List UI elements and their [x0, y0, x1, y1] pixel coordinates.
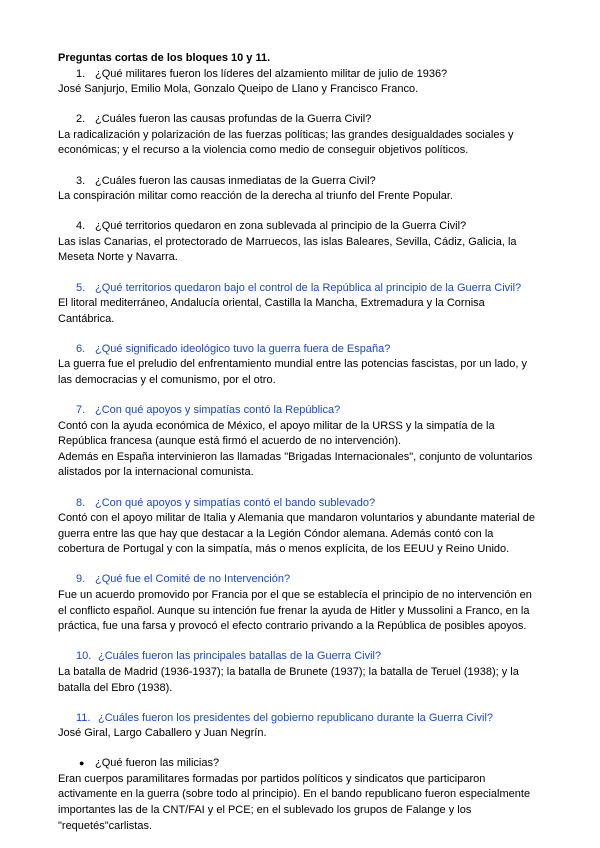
question-number: 10. — [76, 650, 92, 663]
question — [58, 403, 560, 419]
question-number: 4. — [76, 220, 86, 233]
answer-line: Cantábrica. — [58, 312, 115, 325]
question-list — [58, 67, 560, 742]
question-text: ¿Qué territorios quedaron en zona sublevada al principio de la Guerra Civil? — [95, 220, 467, 233]
answer-line: Las islas Canarias, el protectorado de Marruecos, las islas Baleares, Sevilla, Cádiz, Galicia, la — [58, 235, 517, 248]
bullet-question-text: ¿Qué fueron las milicias? — [95, 757, 220, 770]
bullet-answer — [58, 772, 560, 834]
bullet-marker: ● — [79, 758, 85, 769]
question-number: 5. — [76, 281, 86, 294]
question — [58, 711, 560, 727]
answer-line: las democracias y el comunismo, por el otro. — [58, 374, 276, 386]
question — [58, 67, 560, 83]
answer-line: "requetés"carlistas. — [58, 819, 153, 832]
question-text: ¿Cuáles fueron las principales batallas de la Guerra Civil? — [98, 650, 382, 663]
question-block — [58, 112, 560, 159]
question-number: 3. — [76, 174, 86, 187]
answer-line: La conspiración militar como reacción de la derecha al triunfo del Frente Popular. — [58, 190, 453, 203]
question-number: 11. — [76, 711, 91, 724]
question-block — [58, 403, 560, 481]
question — [58, 342, 560, 358]
question-number: 9. — [76, 573, 86, 586]
question-number: 8. — [76, 496, 86, 509]
question-number: 6. — [76, 342, 86, 355]
question — [58, 174, 560, 190]
question-text: ¿Con qué apoyos y simpatías contó la República? — [95, 404, 341, 417]
answer-line: guerra entre las que hay que destacar a la Legión Cóndor alemana. Además contó con la — [58, 527, 494, 540]
question-text: ¿Con qué apoyos y simpatías contó el bando sublevado? — [95, 496, 376, 509]
answer-line: Fue un acuerdo promovido por Francia por el que se establecía el principio de no intervención en — [58, 589, 532, 602]
answer-line: Contó con la ayuda económica de México, el apoyo militar de la URSS y la simpatía de la — [58, 419, 495, 432]
answer-line: Meseta Norte y Navarra. — [58, 251, 178, 264]
bullet-block — [58, 756, 560, 834]
answer-line: activamente en la guerra (sobre todo al principio). En el bando republicano fueron especialmente — [58, 788, 531, 801]
question-block — [58, 219, 560, 266]
answer-line: alistados por la internacional comunista. — [58, 466, 254, 479]
question — [58, 112, 560, 128]
answer-line: La batalla de Madrid (1936-1937); la batalla de Brunete (1937); la batalla de Teruel (1938); y la — [58, 665, 519, 678]
question-block — [58, 67, 560, 98]
question-number: 7. — [76, 404, 86, 417]
question-block — [58, 342, 560, 389]
answer-line: José Giral, Largo Caballero y Juan Negrín. — [58, 727, 267, 740]
question — [58, 572, 560, 588]
answer-line: cobertura de Portugal y con la simpatía, más o menos explícita, de los EEUU y Reino Unido. — [58, 543, 510, 556]
answer-line: importantes las de la CNT/FAI y el PCE; en el sublevado los grupos de Falange y los — [58, 804, 472, 817]
answer-line: Además en España intervinieron las llamadas "Brigadas Internacionales", conjunto de voluntarios — [58, 450, 533, 463]
question-text: ¿Qué territorios quedaron bajo el control de la República al principio de la Guerra Civil? — [95, 281, 522, 294]
question — [58, 649, 560, 665]
answer-line: el conflicto español. Aunque su intención fue frenar la ayuda de Hitler y Mussolini a Franco, en la — [58, 604, 530, 617]
answer-line: El litoral mediterráneo, Andalucía oriental, Castilla la Mancha, Extremadura y la Cornisa — [58, 297, 485, 310]
answer-line: La radicalización y polarización de las fuerzas políticas; las grandes desigualdades sociales y — [58, 128, 514, 141]
question-block — [58, 496, 560, 558]
question-block — [58, 711, 560, 742]
question-block — [58, 572, 560, 634]
bullet-question — [58, 756, 560, 772]
question-block — [58, 649, 560, 696]
question-text: ¿Cuáles fueron los presidentes del gobierno republicano durante la Guerra Civil? — [98, 711, 494, 724]
question-text: ¿Cuáles fueron las causas inmediatas de la Guerra Civil? — [95, 174, 376, 187]
question-text: ¿Cuáles fueron las causas profundas de la Guerra Civil? — [95, 113, 372, 126]
question-text: ¿Qué militares fueron los líderes del alzamiento militar de julio de 1936? — [95, 67, 448, 80]
question-text: ¿Qué significado ideológico tuvo la guerra fuera de España? — [95, 342, 391, 355]
answer-line: económicas; y el recurso a la violencia como medio de conseguir objetivos políticos. — [58, 144, 469, 157]
answer-line: Contó con el apoyo militar de Italia y Alemania que mandaron voluntarios y abundante material de — [58, 512, 535, 525]
answer-line: batalla del Ebro (1938). — [58, 681, 173, 694]
question — [58, 496, 560, 512]
answer-line: José Sanjurjo, Emilio Mola, Gonzalo Queipo de Llano y Francisco Franco. — [58, 83, 419, 96]
question — [58, 281, 560, 297]
answer-line: Eran cuerpos paramilitares formadas por partidos políticos y sindicatos que participaron — [58, 772, 486, 785]
question-text: ¿Qué fue el Comité de no Intervención? — [95, 573, 291, 586]
answer-line: práctica, fue una farsa y provocó el efecto contrario privando a la República de posibles apoyos. — [58, 620, 527, 633]
question-number: 1. — [76, 67, 86, 80]
question — [58, 219, 560, 235]
answer-line: La guerra fue el preludio del enfrentamiento mundial entre las potencias fascistas, por un lado, y — [58, 358, 528, 371]
question-number: 2. — [76, 113, 86, 126]
question-block — [58, 174, 560, 205]
answer-line: República francesa (aunque está firmó el acuerdo de no intervención). — [58, 435, 402, 448]
question-block — [58, 281, 560, 328]
document-title: Preguntas cortas de los bloques 10 y 11. — [58, 52, 271, 64]
